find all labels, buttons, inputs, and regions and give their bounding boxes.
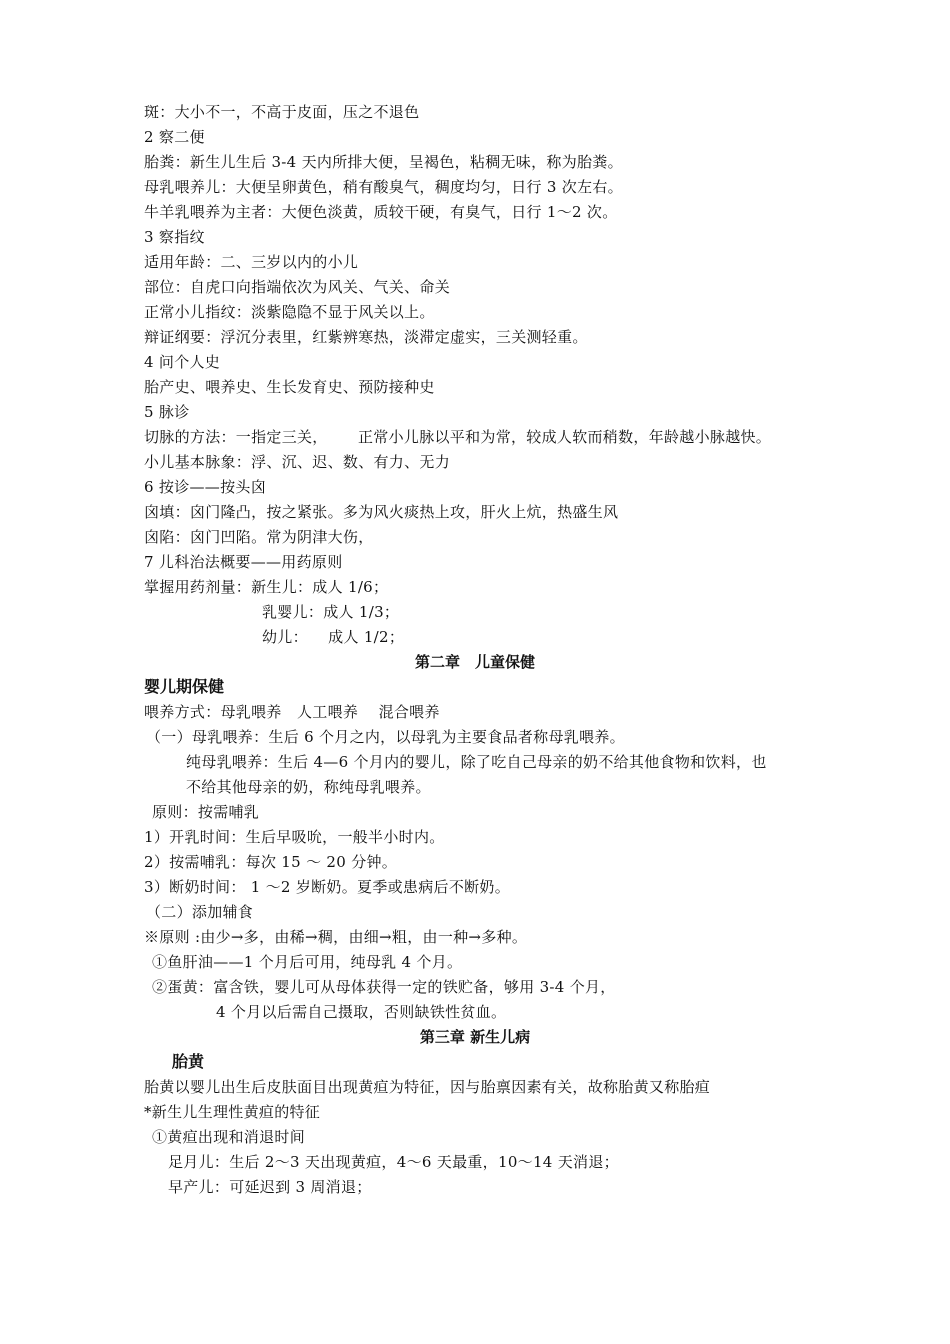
section-heading: 2 察二便 xyxy=(144,128,205,146)
text-line: 小儿基本脉象：浮、沉、迟、数、有力、无力 xyxy=(144,453,451,471)
text-line: 1）开乳时间：生后早吸吮，一般半小时内。 xyxy=(144,828,445,846)
text-line: （一）母乳喂养：生后 6 个月之内，以母乳为主要食品者称母乳喂养。 xyxy=(146,728,625,746)
section-heading: 4 问个人史 xyxy=(144,353,221,371)
text-line: 辩证纲要：浮沉分表里，红紫辨寒热，淡滞定虚实，三关测轻重。 xyxy=(144,328,588,346)
section-title: 胎黄 xyxy=(172,1052,205,1071)
text-line: 斑：大小不一，不高于皮面，压之不退色 xyxy=(144,103,420,121)
section-title: 婴儿期保健 xyxy=(144,677,225,696)
text-line: ①鱼肝油——1 个月后可用，纯母乳 4 个月。 xyxy=(152,953,463,971)
section-heading: 3 察指纹 xyxy=(144,228,205,246)
text-line: 母乳喂养儿：大便呈卵黄色，稍有酸臭气，稠度均匀，日行 3 次左右。 xyxy=(144,178,623,196)
text-line: 纯母乳喂养：生后 4—6 个月内的婴儿，除了吃自己母亲的奶不给其他食物和饮料，也 xyxy=(186,753,767,771)
text-line: 喂养方式：母乳喂养 人工喂养 混合喂养 xyxy=(144,703,440,721)
chapter-title: 第二章 儿童保健 xyxy=(414,653,535,671)
text-line: 原则：按需哺乳 xyxy=(152,803,260,821)
text-line: 囟陷：囟门凹陷。常为阴津大伤， xyxy=(144,528,374,546)
text-line: 4 个月以后需自己摄取，否则缺铁性贫血。 xyxy=(216,1003,507,1021)
text-line: （二）添加辅食 xyxy=(146,903,254,921)
section-heading: 5 脉诊 xyxy=(144,403,190,421)
text-line: 囟填：囟门隆凸，按之紧张。多为风火痰热上攻，肝火上炕，热盛生风 xyxy=(144,503,619,521)
text-line: 3）断奶时间： 1 ～2 岁断奶。夏季或患病后不断奶。 xyxy=(144,878,511,896)
text-line: 不给其他母亲的奶，称纯母乳喂养。 xyxy=(186,778,431,796)
text-line: 足月儿：生后 2～3 天出现黄疸，4～6 天最重，10～14 天消退； xyxy=(168,1153,619,1171)
text-line: 胎产史、喂养史、生长发育史、预防接种史 xyxy=(144,378,435,396)
text-line: 适用年龄：二、三岁以内的小儿 xyxy=(144,253,359,271)
text-line: 牛羊乳喂养为主者：大便色淡黄，质较干硬，有臭气，日行 1～2 次。 xyxy=(144,203,618,221)
text-line: 切脉的方法：一指定三关， 正常小儿脉以平和为常，较成人软而稍数，年龄越小脉越快。 xyxy=(144,428,772,446)
text-line: 正常小儿指纹：淡紫隐隐不显于风关以上。 xyxy=(144,303,435,321)
text-line: 掌握用药剂量：新生儿：成人 1/6； xyxy=(144,578,389,596)
chapter-title: 第三章 新生儿病 xyxy=(419,1028,531,1046)
text-line: ②蛋黄：富含铁，婴儿可从母体获得一定的铁贮备，够用 3-4 个月， xyxy=(152,978,616,996)
text-line: ※原则 :由少→多，由稀→稠，由细→粗，由一种→多种。 xyxy=(144,928,528,946)
text-line: 幼儿： 成人 1/2； xyxy=(262,628,405,646)
text-line: 部位：自虎口向指端依次为风关、气关、命关 xyxy=(144,278,451,296)
text-line: 乳婴儿：成人 1/3； xyxy=(262,603,400,621)
text-line: *新生儿生理性黄疸的特征 xyxy=(144,1103,321,1121)
text-line: ①黄疸出现和消退时间 xyxy=(152,1128,306,1146)
section-heading: 7 儿科治法概要——用药原则 xyxy=(144,553,343,571)
text-line: 胎粪：新生儿生后 3-4 天内所排大便，呈褐色，粘稠无味，称为胎粪。 xyxy=(144,153,623,171)
text-line: 胎黄以婴儿出生后皮肤面目出现黄疸为特征，因与胎禀因素有关，故称胎黄又称胎疸 xyxy=(144,1078,711,1096)
section-heading: 6 按诊——按头囟 xyxy=(144,478,267,496)
text-line: 早产儿：可延迟到 3 周消退； xyxy=(168,1178,372,1196)
text-line: 2）按需哺乳：每次 15 ～ 20 分钟。 xyxy=(144,853,398,871)
